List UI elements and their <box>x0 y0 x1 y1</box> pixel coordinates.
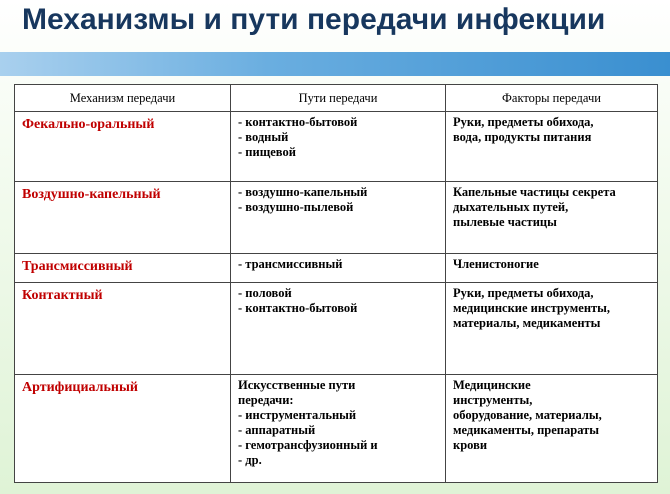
factors-cell <box>446 283 658 375</box>
route-line: - воздушно-пылевой <box>238 200 354 214</box>
table-row <box>15 112 658 182</box>
factor-line: Руки, предметы обихода, <box>453 115 594 129</box>
route-line: передачи: <box>238 393 294 407</box>
route-line: Искусственные пути <box>238 378 356 392</box>
factor-line: оборудование, материалы, <box>453 408 602 422</box>
route-line: - контактно-бытовой <box>238 115 358 129</box>
factor-line: вода, продукты питания <box>453 130 592 144</box>
route-line: - водный <box>238 130 289 144</box>
factor-line: крови <box>453 438 488 452</box>
routes-cell <box>231 182 446 254</box>
mechanism-cell: Контактный <box>15 283 231 375</box>
factors-cell <box>446 182 658 254</box>
route-line: - половой <box>238 286 292 300</box>
factors-cell <box>446 375 658 483</box>
factors-cell <box>446 112 658 182</box>
table-row <box>15 375 658 483</box>
factor-line: Медицинские <box>453 378 531 392</box>
route-line: - др. <box>238 453 262 467</box>
route-line: - пищевой <box>238 145 296 159</box>
page-title: Механизмы и пути передачи инфекции <box>22 3 606 36</box>
mechanism-cell: Артифициальный <box>15 375 231 483</box>
header-routes: Пути передачи <box>231 85 446 112</box>
factor-line: дыхательных путей, <box>453 200 569 214</box>
factor-line: материалы, медикаменты <box>453 316 601 330</box>
factors-cell <box>446 254 658 283</box>
factor-line: Руки, предметы обихода, <box>453 286 594 300</box>
accent-bar <box>0 52 670 76</box>
table-row <box>15 283 658 375</box>
table-header-row <box>15 85 658 112</box>
route-line: - гемотрансфузионный и <box>238 438 378 452</box>
routes-cell <box>231 283 446 375</box>
header-factors: Факторы передачи <box>446 85 658 112</box>
route-line: - аппаратный <box>238 423 316 437</box>
mechanism-cell: Фекально-оральный <box>15 112 231 182</box>
table-row <box>15 182 658 254</box>
factor-line: медицинские инструменты, <box>453 301 611 315</box>
header-mechanism: Механизм передачи <box>15 85 231 112</box>
route-line: - трансмиссивный <box>238 257 343 271</box>
factor-line: Членистоногие <box>453 257 539 271</box>
table-body <box>15 112 658 483</box>
mechanism-cell: Трансмиссивный <box>15 254 231 283</box>
factor-line: Капельные частицы секрета <box>453 185 616 199</box>
mechanism-cell: Воздушно-капельный <box>15 182 231 254</box>
table-row <box>15 254 658 283</box>
transmission-table <box>14 84 658 483</box>
factor-line: пылевые частицы <box>453 215 557 229</box>
route-line: - инструментальный <box>238 408 357 422</box>
factor-line: инструменты, <box>453 393 533 407</box>
routes-cell <box>231 112 446 182</box>
route-line: - воздушно-капельный <box>238 185 368 199</box>
routes-cell <box>231 375 446 483</box>
factor-line: медикаменты, препараты <box>453 423 600 437</box>
route-line: - контактно-бытовой <box>238 301 358 315</box>
routes-cell <box>231 254 446 283</box>
